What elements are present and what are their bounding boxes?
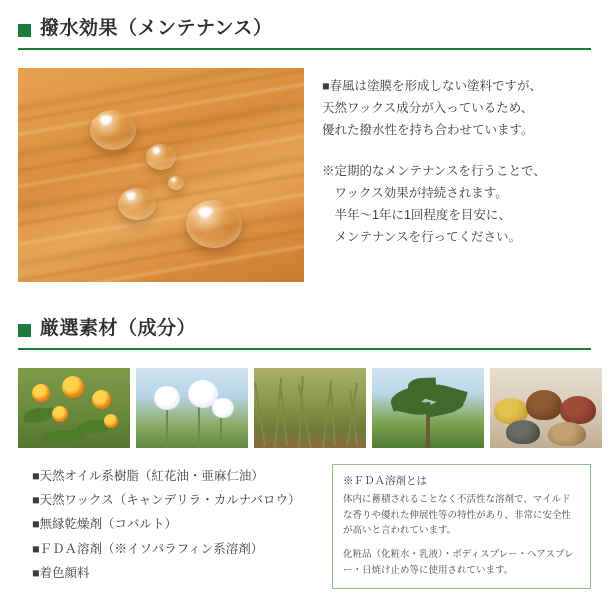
list-item: ■ＦＤＡ溶剤（※イソパラフィン系溶剤）: [32, 541, 264, 556]
list-item: ■天然ワックス（キャンデリラ・カルナバロウ）: [32, 492, 301, 507]
page-title: 撥水効果（メンテナンス）: [40, 18, 273, 39]
paragraph-1: ■春風は塗膜を形成しない塗料ですが、 天然ワックス成分が入っているため、 優れた撥水性を持ち合わせています。: [322, 78, 543, 137]
water-repellency-text: [322, 68, 591, 249]
note-paragraph: 化粧品（化粧水・乳液）・ボディスプレー・ヘアスプレー・日焼け止め等に使用されています。: [343, 549, 574, 576]
list-item: ■着色顔料: [32, 566, 90, 581]
list-item: ■天然オイル系樹脂（紅花油・亜麻仁油）: [32, 468, 264, 483]
material-photo-strip: [0, 350, 609, 448]
fda-solvent-note: [332, 464, 591, 590]
section-heading: [0, 18, 609, 41]
flax-flower-photo: [136, 368, 248, 448]
section-selected-materials: [0, 282, 609, 589]
section-water-repellency: [0, 0, 609, 282]
water-droplets-photo: [18, 68, 304, 282]
section-title-materials: 厳選素材（成分）: [40, 317, 197, 339]
list-item: ■無縁乾燥剤（コバルト）: [32, 517, 178, 532]
candelilla-grass-photo: [254, 368, 366, 448]
materials-list: [18, 464, 318, 586]
note-paragraph: 体内に蓄積されることなく不活性な溶剤で、マイルドな香りや優れた伸展性等の特性があり、非常に安全性が高いと言われています。: [343, 494, 572, 537]
note-title: ※ＦＤＡ溶剤とは: [343, 474, 427, 487]
section-heading-materials: [0, 318, 609, 341]
square-marker-icon: [18, 324, 31, 337]
carnauba-palm-photo: [372, 368, 484, 448]
paragraph-2: ※定期的なメンテナンスを行うことで、 ワックス効果が持続されます。 半年～1年に1回程度を目安に、 メンテナンスを行ってください。: [322, 164, 546, 245]
square-marker-icon: [18, 24, 31, 37]
pigment-powder-photo: [490, 368, 602, 448]
safflower-photo: [18, 368, 130, 448]
